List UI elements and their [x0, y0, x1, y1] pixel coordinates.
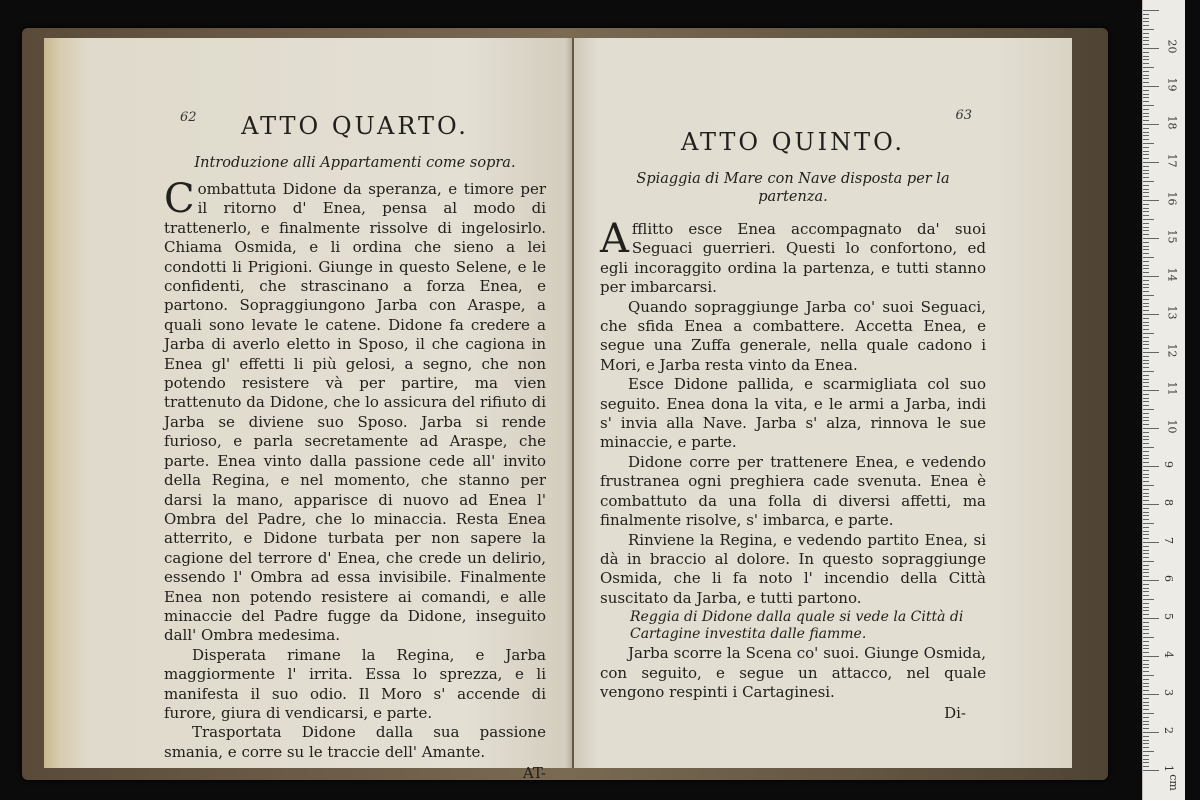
ruler-tick	[1143, 576, 1149, 577]
ruler-tick	[1143, 648, 1149, 649]
ruler-tick	[1143, 151, 1149, 152]
catchword: AT-	[522, 764, 546, 783]
ruler-tick	[1143, 667, 1149, 668]
ruler-tick	[1143, 303, 1149, 304]
ruler-tick	[1143, 310, 1149, 311]
ruler-tick	[1143, 52, 1149, 53]
ruler-tick	[1143, 477, 1149, 478]
ruler-tick	[1143, 629, 1149, 630]
ruler-tick	[1143, 246, 1149, 247]
ruler-tick	[1143, 299, 1149, 300]
ruler-unit: cm	[1166, 774, 1180, 791]
ruler-tick	[1143, 705, 1149, 706]
ruler-tick	[1143, 401, 1149, 402]
paragraph: Esce Didone pallida, e scarmigliata col suo seguito. Enea dona la vita, e le armi a Jarba, indi s' invia alla Nave. Jarba s' alza, rinnova le sue minaccie, e parte.	[600, 375, 986, 452]
ruler-tick	[1143, 272, 1149, 273]
ruler-tick	[1143, 344, 1149, 345]
ruler-tick	[1143, 215, 1149, 216]
ruler-tick	[1143, 436, 1149, 437]
ruler-tick	[1143, 94, 1149, 95]
paragraph: Rinviene la Regina, e vedendo partito Enea, si dà in braccio al dolore. In questo sopraggiunge Osmida, che li fa noto l' incendio della Città suscitato da Jarba, e tutti partono.	[600, 530, 986, 607]
paragraph-text: ombattuta Didone da speranza, e timore per il ritorno d' Enea, pensa al modo di trattenerlo, e finalmente rissolve di ingelosirlo. Chiama Osmida, e li ordina che sieno a lei condotti li Prigioni. Giunge in questo Selene, e le confidenti, che strascinano a forza Enea, e partono. Sopraggiungono Jarba con Araspe, a quali sono levate le catene. Didone fa credere a Jarba di averlo eletto in Sposo, il che cagiona in Enea gl' effetti li più gelosi, a segno, che non potendo resistere và per partire, ma vien trattenuto da Didone, che lo assicura del rifiuto di Jarba se diviene suo Sposo. Jarba si rende furioso, e parla secretamente ad Araspe, che parte. Enea vinto dalla passione cede all' invito della Regina, e nel momento, che stanno per darsi la mano, apparisce di nuovo ad Enea l' Ombra del Padre, che lo minaccia. Resta Enea atterrito, e Didone turbata per non sapere la cagione del terrore d' Enea, che crede un delirio, essendo l' Ombra ad essa invisibile. Finalmente Enea non potendo resistere ai comandi, e alle minaccie del Padre fugge da Didone, inseguito dall' Ombra medesima.	[164, 180, 546, 645]
drop-cap: A	[600, 216, 629, 262]
ruler-tick	[1143, 185, 1149, 186]
paragraph: Didone corre per trattenere Enea, e vedendo frustranea ogni preghiera cade svenuta. Enea è combattuto da una folla di diversi affetti, ma finalmente risolve, s' imbarca, e parte.	[600, 452, 986, 530]
ruler-tick	[1143, 417, 1149, 418]
ruler-tick	[1143, 249, 1149, 250]
ruler-tick	[1143, 337, 1149, 338]
ruler-tick	[1143, 743, 1149, 744]
ruler-label: 19	[1165, 77, 1179, 92]
ruler-label: 2	[1162, 727, 1175, 734]
ruler-tick	[1143, 766, 1149, 767]
ruler-tick	[1143, 40, 1149, 41]
ruler-tick	[1143, 48, 1159, 49]
ruler-tick	[1143, 428, 1159, 429]
ruler-label: 9	[1162, 461, 1175, 468]
ruler-tick	[1143, 485, 1154, 486]
ruler-tick	[1143, 139, 1149, 140]
ruler-tick	[1143, 603, 1149, 604]
ruler-tick	[1143, 10, 1159, 11]
ruler-tick	[1143, 59, 1149, 60]
ruler-label: 18	[1165, 115, 1179, 130]
ruler-label: 12	[1165, 343, 1179, 358]
ruler-tick	[1143, 329, 1149, 330]
paragraph	[164, 176, 546, 646]
ruler-tick	[1143, 158, 1149, 159]
ruler-tick	[1143, 702, 1149, 703]
ruler-tick	[1143, 531, 1149, 532]
ruler-tick	[1143, 75, 1149, 76]
ruler-tick	[1143, 466, 1159, 467]
ruler-tick	[1143, 67, 1154, 68]
ruler-tick	[1143, 97, 1149, 98]
ruler-tick	[1143, 508, 1149, 509]
ruler-tick	[1143, 25, 1149, 26]
ruler-tick	[1143, 322, 1149, 323]
paragraph-text: fflitto esce Enea accompagnato da' suoi Seguaci guerrieri. Questi lo confortono, ed egli incoraggito ordina la partenza, e tutti stanno per imbarcarsi.	[600, 220, 986, 297]
ruler-tick	[1143, 242, 1149, 243]
ruler-tick	[1143, 116, 1149, 117]
ruler-tick	[1143, 390, 1159, 391]
scene-heading: Introduzione alli Appartamenti come sopra.	[194, 155, 516, 171]
ruler-tick	[1143, 686, 1149, 687]
page-number: 63	[955, 108, 972, 123]
ruler-tick	[1143, 622, 1149, 623]
ruler-tick	[1143, 762, 1149, 763]
ruler-tick	[1143, 569, 1149, 570]
ruler-tick	[1143, 626, 1149, 627]
ruler-tick	[1143, 595, 1149, 596]
ruler-tick	[1143, 78, 1149, 79]
right-page	[574, 38, 1072, 768]
ruler-label: 4	[1162, 651, 1175, 658]
ruler-tick	[1143, 755, 1149, 756]
ruler-tick	[1143, 253, 1149, 254]
ruler-tick	[1143, 523, 1154, 524]
ruler-tick	[1143, 82, 1149, 83]
ruler-tick	[1143, 470, 1149, 471]
ruler-tick	[1143, 223, 1149, 224]
ruler-tick	[1143, 363, 1149, 364]
ruler-tick	[1143, 489, 1149, 490]
ruler-tick	[1143, 717, 1149, 718]
ruler-tick	[1143, 515, 1149, 516]
ruler-tick	[1143, 314, 1159, 315]
ruler-tick	[1143, 683, 1149, 684]
ruler-tick	[1143, 147, 1149, 148]
ruler-tick	[1143, 280, 1149, 281]
ruler-tick	[1143, 557, 1149, 558]
ruler-tick	[1143, 698, 1149, 699]
paragraph: Disperata rimane la Regina, e Jarba maggiormente l' irrita. Essa lo sprezza, e li manifesta il suo odio. Il Moro s' accende di furore, giura di vendicarsi, e parte.	[164, 645, 546, 722]
ruler-tick	[1143, 166, 1149, 167]
ruler-tick	[1143, 379, 1149, 380]
ruler-tick	[1143, 113, 1149, 114]
ruler-tick	[1143, 572, 1149, 573]
ruler-tick	[1143, 29, 1154, 30]
ruler-tick	[1143, 451, 1149, 452]
ruler-label: 11	[1165, 381, 1179, 396]
ruler-tick	[1143, 208, 1149, 209]
ruler-label: 6	[1162, 575, 1175, 582]
ruler-tick	[1143, 538, 1149, 539]
ruler-tick	[1143, 633, 1149, 634]
ruler-tick	[1143, 690, 1149, 691]
ruler-tick	[1143, 71, 1149, 72]
ruler-tick	[1143, 37, 1149, 38]
ruler-tick	[1143, 610, 1149, 611]
ruler-tick	[1143, 33, 1149, 34]
drop-cap: C	[164, 176, 195, 222]
ruler-tick	[1143, 637, 1154, 638]
ruler-tick	[1143, 709, 1149, 710]
ruler-tick	[1143, 645, 1149, 646]
left-page	[44, 38, 572, 783]
ruler-tick	[1143, 56, 1149, 57]
ruler-tick	[1143, 534, 1149, 535]
ruler-tick	[1143, 181, 1154, 182]
ruler-tick	[1143, 732, 1159, 733]
ruler-tick	[1143, 591, 1149, 592]
ruler-tick	[1143, 352, 1159, 353]
ruler-tick	[1143, 607, 1149, 608]
ruler-tick	[1143, 14, 1149, 15]
ruler-tick	[1143, 656, 1159, 657]
paragraph	[600, 216, 986, 298]
ruler-tick	[1143, 132, 1149, 133]
ruler-tick	[1143, 109, 1149, 110]
ruler-tick	[1143, 356, 1149, 357]
ruler-tick	[1143, 192, 1149, 193]
ruler-tick	[1143, 512, 1149, 513]
ruler-label: 5	[1162, 613, 1175, 620]
ruler-tick	[1143, 671, 1149, 672]
ruler-tick	[1143, 143, 1154, 144]
ruler-tick	[1143, 21, 1149, 22]
ruler-tick	[1143, 500, 1149, 501]
ruler-tick	[1143, 230, 1149, 231]
ruler-tick	[1143, 721, 1149, 722]
ruler-tick	[1143, 713, 1154, 714]
ruler-label: 10	[1165, 419, 1179, 434]
ruler-tick	[1143, 724, 1149, 725]
ruler-label: 15	[1165, 229, 1179, 244]
ruler-tick	[1143, 90, 1149, 91]
ruler-tick	[1143, 747, 1149, 748]
ruler-tick	[1143, 375, 1149, 376]
ruler-tick	[1143, 154, 1149, 155]
ruler-tick	[1143, 405, 1149, 406]
ruler-label: 14	[1165, 267, 1179, 282]
ruler-tick	[1143, 664, 1149, 665]
act-title: ATTO QUINTO.	[680, 128, 906, 156]
ruler-tick	[1143, 287, 1149, 288]
ruler-tick	[1143, 360, 1149, 361]
ruler-tick	[1143, 18, 1149, 19]
ruler-tick	[1143, 44, 1149, 45]
ruler-tick	[1143, 675, 1154, 676]
ruler-tick	[1143, 652, 1149, 653]
ruler-tick	[1143, 105, 1154, 106]
ruler-tick	[1143, 550, 1149, 551]
paragraph: Trasportata Didone dalla sua passione smania, e corre su le traccie dell' Amante.	[164, 723, 546, 761]
ruler-label: 20	[1165, 39, 1179, 54]
catchword: Di-	[944, 704, 966, 723]
ruler-tick	[1143, 306, 1149, 307]
ruler-tick	[1143, 257, 1154, 258]
ruler-tick	[1143, 227, 1149, 228]
ruler-label: 8	[1162, 499, 1175, 506]
ruler-tick	[1143, 432, 1149, 433]
ruler-tick	[1143, 770, 1159, 771]
ruler-tick	[1143, 200, 1159, 201]
ruler-tick	[1143, 527, 1149, 528]
ruler-tick	[1143, 599, 1154, 600]
ruler-tick	[1143, 759, 1149, 760]
ruler-tick	[1143, 276, 1159, 277]
ruler-tick	[1143, 189, 1149, 190]
ruler-tick	[1143, 496, 1149, 497]
ruler-tick	[1143, 261, 1149, 262]
ruler-tick	[1143, 458, 1149, 459]
ruler-tick	[1143, 128, 1149, 129]
ruler-tick	[1143, 504, 1159, 505]
scene-heading: Spiaggia di Mare con Nave disposta per la partenza.	[636, 171, 950, 205]
ruler-tick	[1143, 371, 1154, 372]
ruler-tick	[1143, 679, 1149, 680]
subscene-heading: Reggia di Didone dalla quale si vede la Città di Cartagine investita dalle fiamme.	[630, 609, 964, 643]
ruler-label: 1	[1162, 765, 1175, 772]
ruler-tick	[1143, 86, 1159, 87]
ruler-tick	[1143, 474, 1149, 475]
ruler-tick	[1143, 394, 1149, 395]
ruler-tick	[1143, 641, 1149, 642]
ruler-tick	[1143, 736, 1149, 737]
paragraph: Quando sopraggiunge Jarba co' suoi Seguaci, che sfida Enea a combattere. Accetta Enea, e segue una Zuffa generale, nella quale cadono i Mori, e Jarba resta vinto da Enea.	[600, 297, 986, 374]
ruler-tick	[1143, 124, 1159, 125]
ruler-tick	[1143, 204, 1149, 205]
ruler-tick	[1143, 588, 1149, 589]
ruler-tick	[1143, 439, 1149, 440]
page-number: 62	[180, 110, 197, 125]
ruler-tick	[1143, 341, 1149, 342]
ruler-tick	[1143, 614, 1149, 615]
paragraph: Jarba scorre la Scena co' suoi. Giunge Osmida, con seguito, e segue un attacco, nel quale vengono respinti i Cartaginesi.	[600, 644, 986, 701]
ruler-label: 16	[1165, 191, 1179, 206]
ruler-tick	[1143, 325, 1149, 326]
ruler-tick	[1143, 101, 1149, 102]
ruler-tick	[1143, 63, 1149, 64]
ruler-tick	[1143, 382, 1149, 383]
ruler-label: 17	[1165, 153, 1179, 168]
ruler-tick	[1143, 177, 1149, 178]
ruler-tick	[1143, 740, 1149, 741]
ruler-tick	[1143, 398, 1149, 399]
ruler-tick	[1143, 295, 1154, 296]
ruler-tick	[1143, 196, 1149, 197]
ruler-label: 3	[1162, 689, 1175, 696]
ruler-tick	[1143, 284, 1149, 285]
ruler-tick	[1143, 367, 1149, 368]
ruler-tick	[1143, 447, 1154, 448]
ruler-tick	[1143, 493, 1149, 494]
ruler-tick	[1143, 751, 1154, 752]
ruler-tick	[1143, 481, 1149, 482]
measurement-ruler	[1142, 0, 1185, 800]
ruler-tick	[1143, 565, 1149, 566]
ruler-tick	[1143, 333, 1154, 334]
ruler-tick	[1143, 173, 1149, 174]
ruler-tick	[1143, 219, 1154, 220]
ruler-tick	[1143, 462, 1149, 463]
ruler-tick	[1143, 265, 1149, 266]
ruler-tick	[1143, 584, 1149, 585]
ruler-tick	[1143, 728, 1149, 729]
ruler-tick	[1143, 694, 1159, 695]
ruler-tick	[1143, 424, 1149, 425]
ruler-tick	[1143, 234, 1149, 235]
ruler-tick	[1143, 291, 1149, 292]
ruler-tick	[1143, 618, 1159, 619]
ruler-tick	[1143, 268, 1149, 269]
ruler-tick	[1143, 580, 1159, 581]
ruler-tick	[1143, 420, 1149, 421]
ruler-tick	[1143, 409, 1154, 410]
ruler-tick	[1143, 542, 1159, 543]
ruler-tick	[1143, 170, 1149, 171]
ruler-tick	[1143, 443, 1149, 444]
ruler-tick	[1143, 561, 1154, 562]
ruler-tick	[1143, 211, 1149, 212]
ruler-tick	[1143, 660, 1149, 661]
ruler-tick	[1143, 413, 1149, 414]
ruler-tick	[1143, 120, 1149, 121]
ruler-tick	[1143, 553, 1149, 554]
ruler-tick	[1143, 238, 1159, 239]
ruler-tick	[1143, 348, 1149, 349]
ruler-label: 7	[1162, 537, 1175, 544]
ruler-tick	[1143, 455, 1149, 456]
ruler-tick	[1143, 318, 1149, 319]
ruler-tick	[1143, 386, 1149, 387]
act-title: ATTO QUARTO.	[241, 112, 469, 140]
ruler-tick	[1143, 162, 1159, 163]
ruler-tick	[1143, 135, 1149, 136]
ruler-tick	[1143, 546, 1149, 547]
ruler-tick	[1143, 519, 1149, 520]
ruler-label: 13	[1165, 305, 1179, 320]
